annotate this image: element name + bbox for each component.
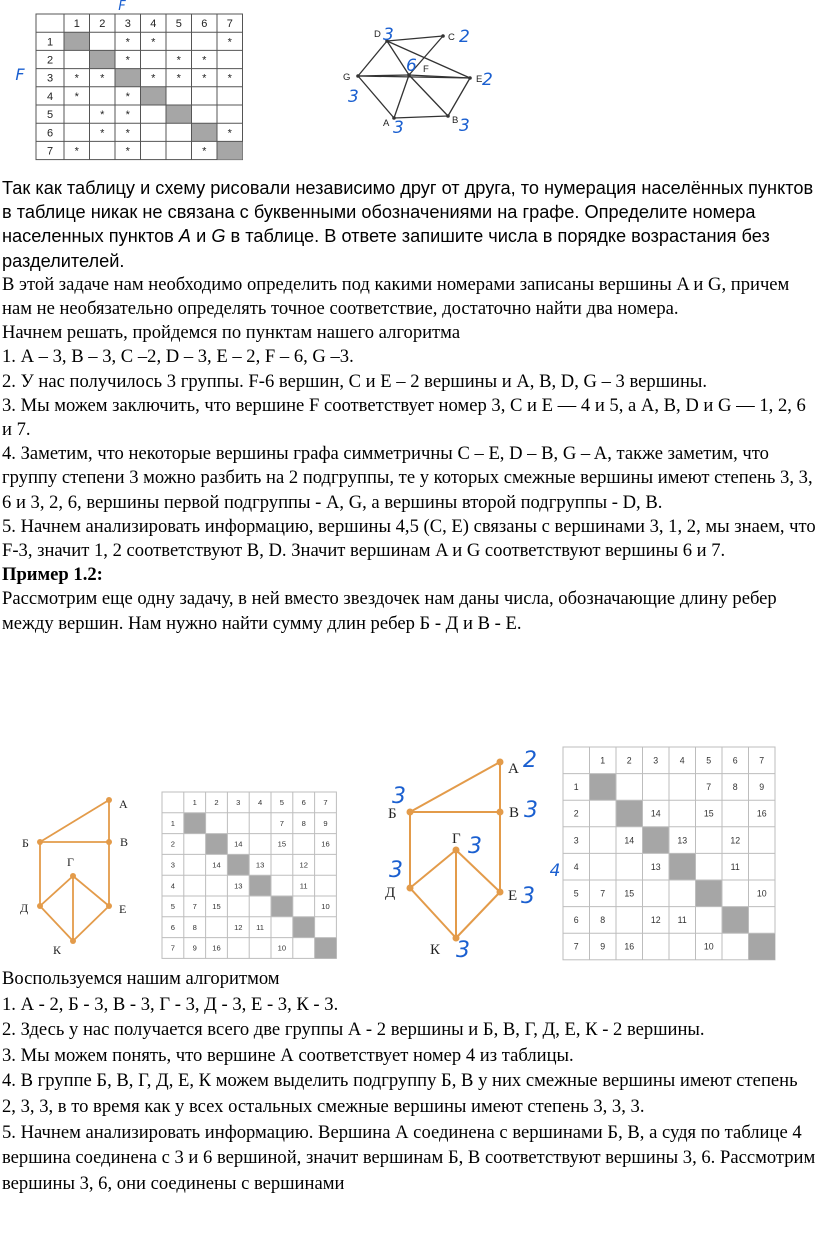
table-cell-value: 15 [212,902,221,912]
diagonal-cell [315,938,337,959]
graph3-vertex-label: А [508,761,519,777]
table-cell-value: * [202,54,207,67]
row-header: 1 [46,36,54,49]
column-header: 6 [732,755,738,766]
table-cell-value: 12 [730,835,741,846]
graph1-degree-annotation: 3 [393,118,404,138]
annotation-left: F [15,65,25,84]
row-header: 3 [170,860,176,870]
problem-text-1: Так как таблицу и схему рисовали независимо друг от друга, то нумерация населённых пунктов в таблице никак не связана с буквенными обозначениями на графе. Определите номера населенных пунктов [2,178,814,247]
paragraph: 2. У нас получилось 3 группы. F-6 вершин, C и E – 2 вершины и A, B, D, G – 3 вершины. [2,370,708,392]
graph1-edge [387,36,443,41]
table-cell-value: * [176,54,181,67]
graph1-vertex-label: E [476,74,483,85]
diagonal-cell [166,105,192,123]
table-cell-value: 16 [212,943,221,953]
graph2-vertex-label: В [120,835,129,849]
table-cell-value: 11 [677,915,687,926]
graph2-vertex [70,938,76,944]
graph2-vertex [37,903,43,909]
row-header: 2 [46,54,54,67]
row-header: 2 [573,808,579,819]
table-cell-value: 11 [256,922,265,932]
column-header: 4 [150,18,157,31]
graph3-degree-annotation: 3 [468,834,482,859]
table-cell-value: 7 [192,902,197,912]
graph1-edge [358,76,394,118]
table3-annotation: 4 [549,861,561,881]
column-header: 7 [759,755,765,766]
graph1-degree-annotation: 2 [482,70,493,90]
table-cell-value: * [125,36,130,49]
table-cell-value: * [227,127,232,140]
paragraph: 5. Начнем анализировать информацию. Вершина А соединена с вершинами Б, В, а судя по таблице 4 вершина соединена с 3 и 6 вершиной, значит вершинам Б, В соответствуют вершины 3, 6. Рассмотрим вершины 3, 6, они соединены с вершинами [2,1121,816,1194]
graph3-degree-annotation: 3 [389,858,403,883]
graph2-vertex [70,873,76,879]
diagonal-cell [616,800,643,827]
graph2-vertex [106,903,112,909]
column-header: 4 [679,755,685,766]
graph3-vertex [497,759,504,766]
problem-text-2: в таблице. В ответе запишите числа в порядке возрастания без разделителей. [2,226,770,271]
row-header: 3 [573,835,579,846]
table-cell-value: 15 [703,808,714,819]
graph3-vertex-label: Г [452,831,461,847]
column-header: 1 [192,798,197,808]
graph3-edge [410,850,456,888]
graph2-vertex [37,839,43,845]
table-cell-value: 10 [277,943,287,953]
table-cell-value: * [202,72,207,85]
column-header: 6 [201,18,208,31]
diagonal-cell [206,834,228,855]
diagonal-cell [590,774,617,801]
graph1-vertex [356,74,360,78]
graph2-vertex-label: К [53,943,62,957]
paragraph: 1. А – 3, В – 3, С –2, D – 3, E – 2, F – 6, G –3. [2,346,354,368]
graph3-degree-annotation: 2 [523,748,537,773]
diagonal-cell [64,32,90,50]
row-header: 5 [46,109,54,122]
row-header: 5 [573,888,579,899]
table-cell-value: * [74,90,79,103]
table-cell-value: 7 [706,782,712,793]
graph3-vertex [407,809,414,816]
paragraph: В этой задаче нам необходимо определить под какими номерами записаны вершины A и G, причем нам не необязательно определять точное соответствие, достаточно найти два номера. [2,273,790,320]
table-cell-value: 14 [212,860,221,870]
graph2 [8,790,148,960]
row-header: 2 [170,839,176,849]
column-header: 1 [600,755,606,766]
graph3-vertex-label: Б [388,806,397,822]
column-header: 3 [653,755,659,766]
column-header: 2 [214,798,219,808]
table2-svg [160,790,340,960]
column-header: 7 [226,18,233,31]
graph3-degree-annotation: 3 [524,798,538,823]
graph1-vertex-label: D [374,29,381,40]
table-cell-value: * [125,127,130,140]
row-header: 6 [170,922,176,932]
table-cell-value: * [74,145,79,158]
row-header: 7 [573,941,579,952]
graph1 [330,18,510,138]
table-cell-value: 9 [323,818,328,828]
table-cell-value: 12 [299,860,308,870]
problem-and: и [191,226,212,247]
graph1-vertex-label: C [448,32,455,43]
graph1-degree-annotation: 3 [348,87,359,107]
column-header: 2 [626,755,632,766]
table-cell-value: 14 [234,839,243,849]
row-header: 6 [573,915,579,926]
graph1-edge [358,41,387,76]
diagonal-cell [271,896,293,917]
graph1-edge [394,75,409,118]
text-block-2 [2,966,816,1196]
table-cell-value: * [125,54,130,67]
table-cell-value: 16 [321,839,330,849]
graph1-degree-annotation: 3 [383,25,394,45]
problem-var-g: G [211,226,226,247]
table-cell-value: * [100,109,105,122]
table-cell-value: 12 [650,915,661,926]
table-cell-value: 9 [759,782,765,793]
figure1-table-svg [10,0,250,162]
column-header: 1 [73,18,80,31]
column-header: 5 [175,18,182,31]
graph3-edge [456,892,500,938]
diagonal-cell [722,907,749,934]
paragraph: 3. Мы можем понять, что вершине А соответствует номер 4 из таблицы. [2,1044,574,1066]
problem-statement [2,176,816,273]
table-cell-value: * [151,36,156,49]
diagonal-cell [184,813,206,834]
column-header: 3 [124,18,131,31]
graph1-vertex-label: G [343,72,351,83]
row-header: 6 [46,127,54,140]
table-cell-value: * [125,90,130,103]
graph3-vertex [453,847,460,854]
table-cell-value: * [100,127,105,140]
diagonal-cell [192,123,218,141]
table-cell-value: 13 [234,881,243,891]
diagonal-cell [141,87,167,105]
table-cell-value: * [125,109,130,122]
figure1-table [10,0,250,162]
table-cell-value: 13 [677,835,688,846]
column-header: 5 [279,798,285,808]
graph3-degree-annotation: 3 [392,784,406,809]
table-cell-value: 16 [756,808,767,819]
graph3-degree-annotation: 3 [456,938,470,963]
table3-svg [546,745,782,965]
diagonal-cell [90,50,116,68]
table-cell-value: * [125,145,130,158]
graph2-vertex-label: Е [119,902,127,916]
row-header: 7 [170,943,176,953]
table-cell-value: 9 [600,941,606,952]
table-cell-value: 10 [703,941,714,952]
graph1-degree-annotation: 6 [406,56,417,76]
table-cell-value: 8 [732,782,738,793]
table-cell-value: 15 [624,888,635,899]
example-heading: Пример 1.2: [2,564,103,586]
row-header: 1 [170,818,176,828]
table-cell-value: 8 [192,922,197,932]
graph1-vertex-label: F [423,64,429,75]
graph2-svg [8,790,148,960]
table-cell-value: * [176,72,181,85]
table-cell-value: 13 [650,861,661,872]
paragraph: 1. А - 2, Б - 3, В - 3, Г - 3, Д - 3, Е - 3, К - 3. [2,993,339,1015]
text-block-1 [2,176,816,636]
paragraph: 4. В группе Б, В, Г, Д, Е, К можем выделить подгруппу Б, В у них смежные вершины имеют степень 2, 3, 3, в то время как у всех остальных смежные вершины имеют степень 3, 3, 3. [2,1070,798,1117]
table-cell-value: 8 [301,818,306,828]
table3 [546,745,782,965]
graph2-vertex [106,839,112,845]
graph2-vertex [106,797,112,803]
graph2-edge [40,800,109,842]
table-cell-value: 10 [756,888,767,899]
diagonal-cell [115,69,141,87]
graph1-vertex-label: B [452,115,459,126]
graph2-edge [40,876,73,906]
graph1-edge [448,78,470,116]
column-header: 7 [323,798,328,808]
row-header: 5 [170,902,176,912]
graph1-svg [330,18,510,138]
graph2-edge [73,876,109,906]
graph3-edge [410,888,456,938]
graph2-vertex-label: Б [22,836,29,850]
graph1-degree-annotation: 3 [459,116,470,136]
graph1-degree-annotation: 2 [459,27,470,47]
table-cell-value: 15 [277,839,287,849]
diagonal-cell [696,880,723,907]
table-cell-value: 14 [624,835,635,846]
table-cell-value: 13 [255,860,265,870]
table-cell-value: * [202,145,207,158]
graph1-vertex-label: A [383,118,390,129]
paragraph: 3. Мы можем заключить, что вершине F соответствует номер 3, C и E — 4 и 5, а A, B, D и G — 1, 2, 6 и 7. [2,394,806,441]
column-header: 5 [706,755,712,766]
row-header: 4 [573,861,579,872]
paragraph: 2. Здесь у нас получается всего две группы А - 2 вершины и Б, В, Г, Д, Е, К - 2 вершины. [2,1019,705,1041]
graph2-vertex-label: Г [67,855,74,869]
table-cell-value: * [74,72,79,85]
table-cell-value: 14 [650,808,661,819]
graph2-edge [73,906,109,941]
column-header: 2 [99,18,106,31]
graph1-edge [409,75,448,116]
graph3-degree-annotation: 3 [521,884,535,909]
graph2-vertex-label: А [119,797,128,811]
paragraph: Воспользуемся нашим алгоритмом [2,968,280,989]
table-cell-value: 8 [600,915,606,926]
table2 [160,790,340,960]
graph3 [370,745,560,965]
table-cell-value: * [227,72,232,85]
table-cell-value: 7 [600,888,606,899]
problem-var-a: A [178,226,192,247]
annotation-top: F [118,0,126,14]
graph3-vertex-label: Д [385,885,396,901]
table-cell-value: 11 [299,881,308,891]
graph3-edge [410,762,500,812]
row-header: 4 [170,881,176,891]
row-header: 4 [46,90,54,103]
graph3-vertex [407,885,414,892]
graph1-vertex [446,114,450,118]
table-cell-value: 7 [279,818,285,828]
table-cell-value: 11 [730,861,740,872]
graph2-edge [40,906,73,941]
row-header: 3 [46,72,54,85]
table-cell-value: 9 [192,943,197,953]
table-cell-value: * [100,72,105,85]
paragraph: 4. Заметим, что некоторые вершины графа симметричны C – E, D – B, G – A, также заметим, что группу степени 3 можно разбить на 2 подгруппы, те у которых смежные вершины имеют степень 3, 3, 6 и 3, 2, 6, вершины первой подгруппы - A, G, а вершины второй подгруппы - D, B. [2,443,813,513]
graph1-vertex [468,76,472,80]
table-cell-value: 12 [234,922,243,932]
diagonal-cell [227,854,249,875]
graph1-vertex [441,34,445,38]
table-cell-value: 16 [624,941,635,952]
diagonal-cell [293,917,315,938]
graph2-vertex-label: Д [20,901,29,915]
paragraph: Рассмотрим еще одну задачу, в ней вместо звездочек нам даны числа, обозначающие длину ребер между вершин. Нам нужно найти сумму длин ребер Б - Д и В - Е. [2,588,777,634]
paragraph: Начнем решать, пройдемся по пунктам нашего алгоритма [2,322,461,344]
diagonal-cell [749,933,776,960]
graph3-vertex-label: В [509,805,520,821]
graph3-svg [370,745,560,965]
column-header: 3 [236,798,241,808]
table-cell-value: * [227,36,232,49]
diagonal-cell [669,853,696,880]
graph3-vertex-label: Е [508,888,518,904]
table-cell-value: * [151,72,156,85]
graph3-vertex [497,889,504,896]
graph3-vertex-label: К [430,942,441,958]
diagonal-cell [217,141,243,159]
graph3-vertex [497,809,504,816]
diagonal-cell [249,875,271,896]
column-header: 6 [301,798,306,808]
column-header: 4 [257,798,263,808]
diagonal-cell [643,827,670,854]
paragraph: 5. Начнем анализировать информацию, вершины 4,5 (C, E) связаны с вершинами 3, 1, 2, мы знаем, что F-3, значит 1, 2 соответствуют B, D. Значит вершинам A и G соответствуют вершины 6 и 7. [2,515,816,562]
row-header: 1 [573,782,579,793]
row-header: 7 [46,145,54,158]
table-cell-value: 10 [321,902,330,912]
